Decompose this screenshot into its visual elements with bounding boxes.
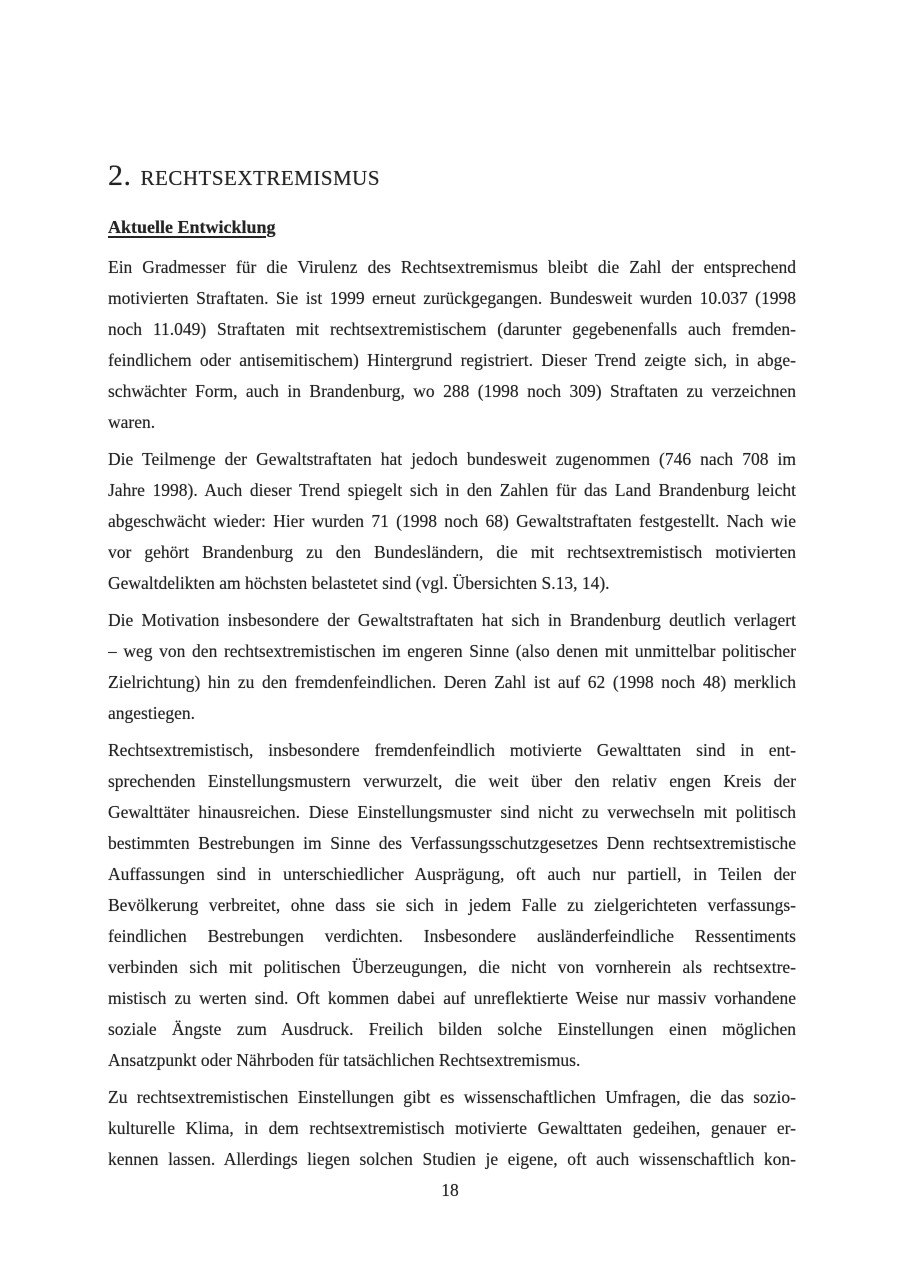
paragraph [108, 605, 796, 729]
section-title: rechtsextremismus [140, 159, 381, 192]
body-text [108, 252, 796, 1175]
text-line: Zu rechtsextremistischen Einstellungen gibt es wissenschaftlichen Umfragen, die das sozio- [108, 1087, 796, 1107]
text-line: verbinden sich mit politischen Überzeugungen, die nicht von vornherein als rechtsextre- [108, 957, 796, 977]
text-line: bestimmten Bestrebungen im Sinne des Verfassungsschutzgesetzes Denn rechtsextremistische [108, 833, 796, 853]
paragraph [108, 444, 796, 599]
page-content [108, 160, 796, 1181]
text-line: noch 11.049) Straftaten mit rechtsextremistischem (darunter gegebenenfalls auch fremden- [108, 319, 796, 339]
text-line: Die Teilmenge der Gewaltstraftaten hat jedoch bundesweit zugenommen (746 nach 708 im [108, 449, 796, 469]
text-line: Auffassungen sind in unterschiedlicher Ausprägung, oft auch nur partiell, in Teilen der [108, 864, 796, 884]
page-number: 18 [441, 1180, 459, 1200]
text-line: feindlichen Bestrebungen verdichten. Insbesondere ausländerfeindliche Ressentiments [108, 926, 796, 946]
text-line: mistisch zu werten sind. Oft kommen dabei auf unreflektierte Weise nur massiv vorhandene [108, 988, 796, 1008]
text-line: Ein Gradmesser für die Virulenz des Rechtsextremismus bleibt die Zahl der entsprechend [108, 257, 796, 277]
text-line: schwächter Form, auch in Brandenburg, wo 288 (1998 noch 309) Straftaten zu verzeichnen [108, 381, 796, 401]
text-line: Jahre 1998). Auch dieser Trend spiegelt sich in den Zahlen für das Land Brandenburg leicht [108, 480, 796, 500]
text-line: soziale Ängste zum Ausdruck. Freilich bilden solche Einstellungen einen möglichen [108, 1019, 796, 1039]
text-line: sprechenden Einstellungsmustern verwurzelt, die weit über den relativ engen Kreis der [108, 771, 796, 791]
text-line: kennen lassen. Allerdings liegen solchen Studien je eigene, oft auch wissenschaftlich kon- [108, 1149, 796, 1169]
paragraph [108, 735, 796, 1076]
text-line: Bevölkerung verbreitet, ohne dass sie sich in jedem Falle zu zielgerichteten verfassungs- [108, 895, 796, 915]
section-number: 2. [108, 159, 132, 192]
text-line: – weg von den rechtsextremistischen im engeren Sinne (also denen mit unmittelbar politischer [108, 641, 796, 661]
text-line: Gewaltdelikten am höchsten belastetet sind (vgl. Übersichten S.13, 14). [108, 573, 610, 593]
text-line: Gewalttäter hinausreichen. Diese Einstellungsmuster sind nicht zu verwechseln mit politisch [108, 802, 796, 822]
text-line: Die Motivation insbesondere der Gewaltstraftaten hat sich in Brandenburg deutlich verlagert [108, 610, 796, 630]
section-heading [108, 160, 796, 192]
paragraph [108, 252, 796, 438]
paragraph [108, 1082, 796, 1175]
text-line: motivierten Straftaten. Sie ist 1999 erneut zurückgegangen. Bundesweit wurden 10.037 (1998 [108, 288, 796, 308]
text-line: waren. [108, 412, 156, 432]
subsection-heading: Aktuelle Entwicklung [108, 217, 276, 237]
text-line: Zielrichtung) hin zu den fremdenfeindlichen. Deren Zahl ist auf 62 (1998 noch 48) merklich [108, 672, 796, 692]
text-line: feindlichem oder antisemitischem) Hintergrund registriert. Dieser Trend zeigte sich, in abge- [108, 350, 796, 370]
text-line: angestiegen. [108, 703, 195, 723]
text-line: Ansatzpunkt oder Nährboden für tatsächlichen Rechtsextremismus. [108, 1050, 581, 1070]
text-line: Rechtsextremistisch, insbesondere fremdenfeindlich motivierte Gewalttaten sind in ent- [108, 740, 796, 760]
text-line: abgeschwächt wieder: Hier wurden 71 (1998 noch 68) Gewaltstraftaten festgestellt. Nach wie [108, 511, 796, 531]
text-line: vor gehört Brandenburg zu den Bundesländern, die mit rechtsextremistisch motivierten [108, 542, 796, 562]
text-line: kulturelle Klima, in dem rechtsextremistisch motivierte Gewalttaten gedeihen, genauer er- [108, 1118, 796, 1138]
